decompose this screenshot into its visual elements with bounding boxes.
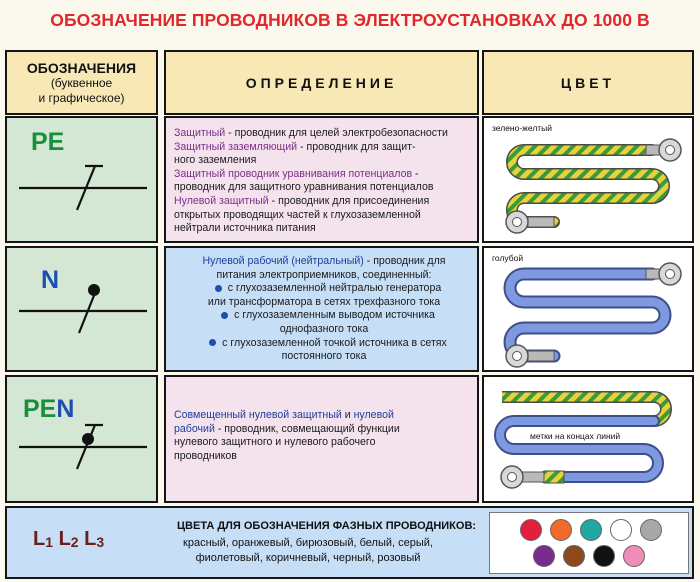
header-code-title: ОБОЗНАЧЕНИЯ: [26, 59, 137, 76]
phase-l2: L: [58, 528, 71, 550]
pen-code-cell: [5, 375, 158, 503]
pe-rest-1: - проводник для целей электробезопасности: [225, 127, 448, 139]
n-wire-icon: [484, 248, 694, 372]
n-item-2-l1: с глухозаземленным выводом источника: [234, 309, 435, 322]
header-definition: ОПРЕДЕЛЕНИЕ: [245, 74, 398, 91]
n-intro-term: Нулевой рабочий (нейтральный): [202, 255, 364, 267]
pe-rest-2: - проводник для защит-: [297, 140, 416, 153]
n-intro-line2: питания электроприемников, соединенный:: [216, 268, 432, 281]
pe-symbol-icon: [7, 118, 157, 243]
pen-color-caption: метки на концах линий: [530, 431, 621, 441]
header-color: ЦВЕТ: [560, 74, 616, 91]
n-item-1-l1: с глухозаземленной нейтралью генератора: [227, 282, 442, 295]
n-symbol-icon: [7, 248, 157, 372]
n-definition-cell: [164, 246, 479, 372]
bullet-icon: [209, 339, 216, 346]
header-code-cell: [5, 50, 158, 115]
pen-l4: проводников: [174, 449, 237, 462]
color-swatch: [593, 545, 615, 567]
color-swatch: [550, 519, 572, 541]
phase-l3-num: 3: [96, 534, 105, 550]
header-code-sub1: (буквенное: [50, 75, 113, 90]
pen-code-n: N: [56, 395, 75, 423]
pen-definition-cell: [164, 375, 479, 503]
pe-term-2: Защитный заземляющий: [174, 140, 298, 153]
pen-code-pe: PE: [23, 395, 57, 423]
pe-color-caption: зелено-желтый: [492, 123, 553, 133]
phase-l1-num: 1: [45, 534, 54, 550]
color-swatch: [640, 519, 662, 541]
pe-rest-5: проводник для защитного уравнивания потенциалов: [174, 181, 434, 194]
n-code: N: [41, 266, 60, 294]
color-swatch: [533, 545, 555, 567]
pen-l1c: нулевой: [353, 409, 394, 421]
phase-colors-text: [173, 536, 443, 566]
pen-l1a: Совмещенный нулевой защитный: [174, 409, 342, 421]
n-color-cell: [482, 246, 694, 372]
header-definition-cell: [164, 50, 479, 115]
phase-swatches: [489, 512, 689, 574]
pe-definition: [174, 127, 474, 236]
pe-rest-4: -: [412, 167, 419, 180]
bullet-icon: [221, 312, 228, 319]
phase-l2-num: 2: [70, 534, 79, 550]
n-color-caption: голубой: [492, 253, 524, 263]
phase-row: [5, 506, 694, 579]
phase-line-1: красный, оранжевый, бирюзовый, белый, серый,: [183, 537, 433, 549]
color-swatch: [580, 519, 602, 541]
phase-line-2: фиолетовый, коричневый, черный, розовый: [195, 552, 421, 564]
header-color-cell: [482, 50, 694, 115]
pe-wire-icon: [484, 118, 694, 243]
pe-definition-cell: [164, 116, 479, 243]
n-intro-rest: - проводник для: [363, 255, 446, 267]
n-code-cell: [5, 246, 158, 372]
pen-l2b: - проводник, совмещающий функции: [214, 422, 400, 435]
pen-l2a: рабочий: [174, 422, 215, 435]
n-definition: [174, 255, 474, 364]
pen-color-cell: [482, 375, 694, 503]
page-title: ОБОЗНАЧЕНИЕ ПРОВОДНИКОВ В ЭЛЕКТРОУСТАНОВКАХ ДО 1000 В: [50, 10, 650, 30]
pe-term-1: Защитный: [174, 127, 226, 139]
phase-labels: [33, 528, 104, 551]
pe-term-4: Защитный проводник уравнивания потенциалов: [174, 167, 413, 180]
pen-definition: [174, 409, 474, 463]
pen-l3: нулевого защитного и нулевого рабочего: [174, 436, 376, 449]
color-swatch: [563, 545, 585, 567]
pe-rest-6: - проводник для присоединения: [268, 194, 430, 207]
pe-rest-8: нейтрали источника питания: [174, 222, 316, 235]
pen-symbol-icon: [7, 377, 157, 503]
color-swatch: [520, 519, 542, 541]
phase-title: ЦВЕТА ДЛЯ ОБОЗНАЧЕНИЯ ФАЗНЫХ ПРОВОДНИКОВ:: [177, 520, 477, 532]
n-item-2-l2: однофазного тока: [279, 322, 369, 335]
header-code-sub2: и графическое): [38, 90, 125, 105]
pe-rest-3: ного заземления: [174, 154, 257, 167]
phase-l3: L: [84, 528, 97, 550]
n-item-3-l2: постоянного тока: [281, 350, 367, 363]
color-swatch: [610, 519, 632, 541]
phase-l1: L: [33, 528, 46, 550]
pen-l1b: и: [341, 409, 354, 421]
pe-color-cell: [482, 116, 694, 243]
n-item-1-l2: или трансформатора в сетях трехфазного тока: [207, 295, 441, 308]
pe-rest-7: открытых проводящих частей к глухозаземленной: [174, 208, 421, 221]
pe-term-6: Нулевой защитный: [174, 194, 269, 207]
bullet-icon: [215, 285, 222, 292]
pe-code: PE: [31, 128, 65, 156]
color-swatch: [623, 545, 645, 567]
pe-code-cell: [5, 116, 158, 243]
n-item-3-l1: с глухозаземленной точкой источника в сетях: [222, 336, 447, 349]
